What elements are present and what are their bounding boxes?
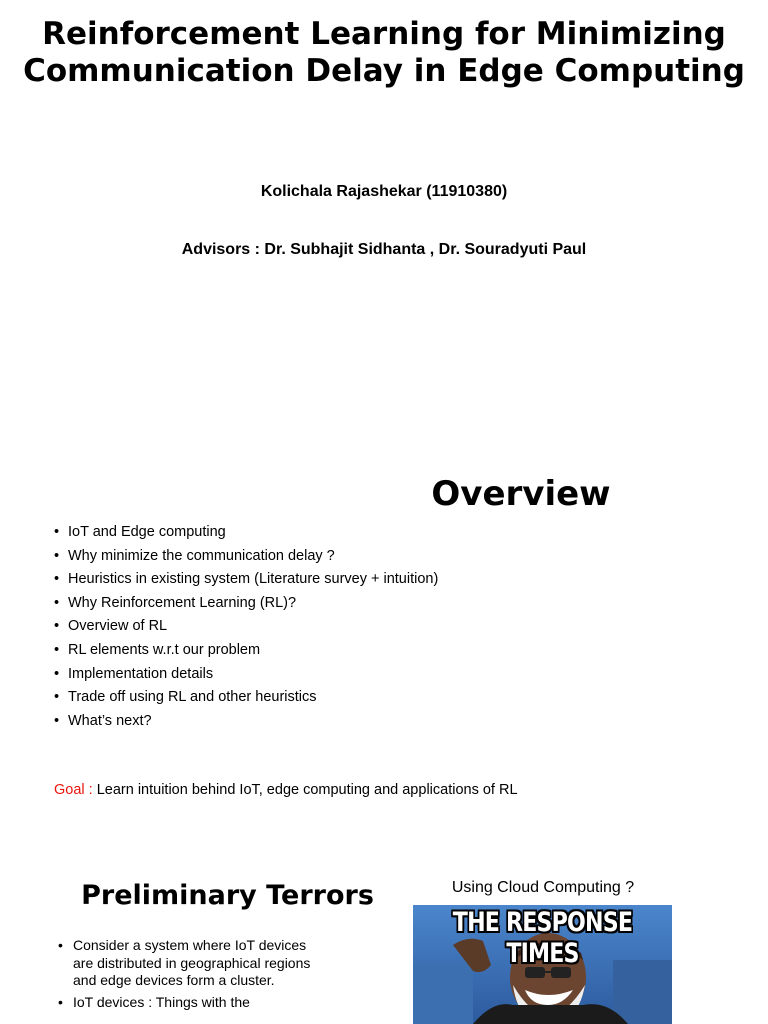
meme-caption-text: THE RESPONSE TIMES [452,907,633,969]
goal-label: Goal : [54,782,97,798]
bullet-icon: • [54,524,60,540]
preliminary-bullet-list [58,937,328,1015]
list-item: • Consider a system where IoT devices are distributed in geographical regions and edge devices form a cluster. [58,937,311,988]
list-item: • Heuristics in existing system (Literature survey + intuition) [54,568,438,592]
overview-bullet-list [54,521,438,733]
author-line: Kolichala Rajashekar (11910380) [260,183,508,200]
meme-caption: Using Cloud Computing ? [451,879,635,896]
bullet-icon: • [54,571,60,588]
bullet-icon: • [54,547,60,564]
list-item: • RL elements w.r.t our problem [54,639,438,663]
advisors-line: Advisors : Dr. Subhajit Sidhanta , Dr. Souradyuti Paul [181,241,587,258]
preliminary-title: Preliminary Terrors [81,880,374,911]
bullet-icon: • [58,993,63,1010]
bullet-icon: • [54,712,60,729]
list-item: • IoT and Edge computing [54,521,438,545]
list-item: • Trade off using RL and other heuristics [54,686,438,710]
bullet-icon: • [54,689,60,706]
goal-line [54,782,518,798]
overview-title: Overview [431,474,611,514]
bullet-icon: • [58,937,63,953]
list-item: • Overview of RL [54,615,438,639]
list-item: • Why minimize the communication delay ? [54,545,438,569]
list-item: • What’s next? [54,710,438,734]
list-item: • Why Reinforcement Learning (RL)? [54,592,438,616]
list-item: • IoT devices : Things with the [58,993,250,1010]
list-item: • Implementation details [54,663,438,687]
bullet-icon: • [54,665,60,682]
bullet-icon: • [54,618,60,635]
meme-image [413,905,672,1024]
bullet-icon: • [54,641,60,658]
goal-text: Learn intuition behind IoT, edge computing and applications of RL [96,782,518,798]
slide-title: Reinforcement Learning for Minimizing Communication Delay in Edge Computing [23,16,745,89]
bullet-icon: • [54,594,60,611]
